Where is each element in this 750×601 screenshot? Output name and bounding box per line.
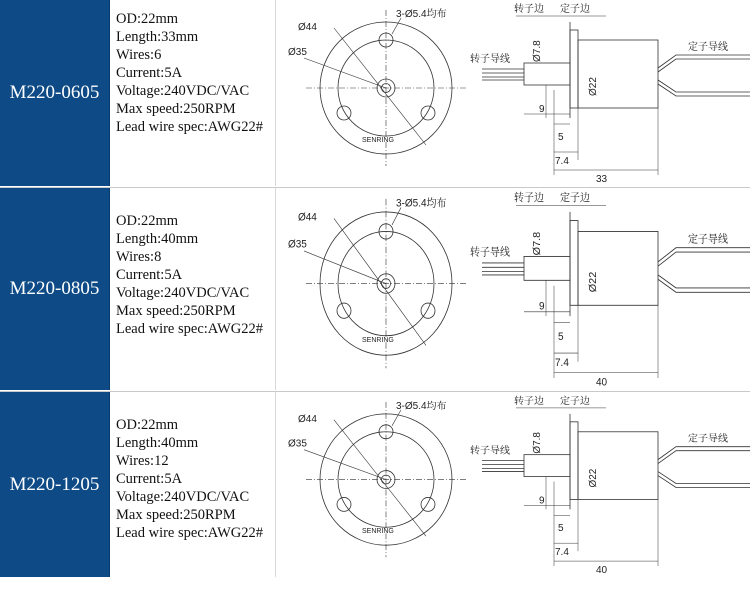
dim-d7-8: Ø7.8 [532,40,543,62]
spec-wires: Wires:8 [116,249,162,265]
rotor-shaft [524,455,570,477]
dim-d44: Ø44 [298,212,317,224]
brand-label: SENRING [362,334,394,345]
dim-length: 33 [596,174,608,185]
stator-wire-label: 定子导线 [688,233,728,246]
dim-5: 5 [558,132,564,143]
row-divider [0,391,750,392]
brand-label: SENRING [362,137,394,144]
dim-7-4: 7.4 [555,547,569,559]
dim-d22: Ø22 [588,77,599,96]
dim-d44: Ø44 [298,22,317,33]
spec-lead-wire: Lead wire spec:AWG22# [116,321,264,337]
stator-side-label: 定子边 [560,395,591,407]
technical-drawing [276,0,750,186]
product-row [0,0,750,186]
dim-d22: Ø22 [587,468,600,488]
dim-7-4: 7.4 [555,156,569,167]
model-number: M220-0805 [9,278,100,299]
dim-5: 5 [558,331,564,344]
dim-d44: Ø44 [298,413,317,425]
spec-max-speed: Max speed:250RPM [116,507,236,523]
mount-hole-left [337,303,351,318]
model-number: M220-1205 [9,473,100,495]
specs-cell [110,188,275,414]
spec-lead-wire: Lead wire spec:AWG22# [116,119,264,135]
stator-body [578,231,658,305]
spec-wires: Wires:12 [116,453,169,469]
spec-od: OD:22mm [116,11,179,27]
spec-od: OD:22mm [116,213,179,229]
stator-wire-label: 定子导线 [688,433,728,445]
spec-length: Length:40mm [116,435,199,451]
stator-side-label: 定子边 [560,192,590,205]
dim-length: 40 [596,565,608,577]
rotor-wire-label: 转子导线 [470,247,510,259]
stator-side-label: 定子边 [560,4,590,15]
stator-wire-label: 定子导线 [688,42,728,53]
dim-length: 40 [596,377,608,389]
spec-length: Length:33mm [116,29,199,45]
spec-lead-wire: Lead wire spec:AWG22# [116,525,264,541]
rotor-wire-label: 转子导线 [470,54,510,65]
dim-d22: Ø22 [588,271,599,293]
mount-hole-right [421,497,435,511]
dim-d7-8: Ø7.8 [532,231,543,256]
dim-9: 9 [539,301,545,313]
technical-drawing [276,188,750,390]
brand-label: SENRING [362,528,394,536]
flange-plate [570,422,578,500]
dim-holes: 3-Ø5.4均布 [396,400,447,412]
spec-voltage: Voltage:240VDC/VAC [116,285,250,301]
row-divider [0,187,750,188]
stator-body [578,432,658,500]
technical-drawing [276,392,750,577]
rotor-side-label: 转子边 [514,4,544,15]
spec-max-speed: Max speed:250RPM [116,101,236,117]
product-row [0,392,750,577]
dim-d35: Ø35 [288,47,307,58]
spec-voltage: Voltage:240VDC/VAC [116,489,250,505]
product-row [0,188,750,390]
spec-voltage: Voltage:240VDC/VAC [116,83,250,99]
model-cell [0,392,110,577]
mount-hole-right [421,106,435,120]
spec-od: OD:22mm [116,417,179,433]
spec-max-speed: Max speed:250RPM [116,303,236,319]
spec-current: Current:5A [116,471,183,487]
dim-9: 9 [539,104,545,115]
dim-7-4: 7.4 [555,357,569,370]
spec-length: Length:40mm [116,231,199,247]
model-number: M220-0605 [9,82,100,103]
rotor-side-label: 转子边 [514,395,545,407]
mount-hole-left [337,497,351,511]
dim-holes: 3-Ø5.4均布 [396,9,447,20]
mount-hole-right [421,303,435,318]
spec-current: Current:5A [116,65,183,81]
dim-9: 9 [539,495,545,507]
rotor-shaft [524,256,570,280]
model-cell [0,188,110,390]
specs-cell [110,392,275,601]
spec-current: Current:5A [116,267,183,283]
dim-d7-8: Ø7.8 [531,432,544,454]
dim-d35: Ø35 [288,239,307,251]
dim-5: 5 [558,523,564,535]
dim-d35: Ø35 [288,438,307,450]
model-cell [0,0,110,186]
rotor-wire-label: 转子导线 [470,445,510,457]
flange-plate [570,221,578,306]
mount-hole-left [337,106,351,120]
rotor-side-label: 转子边 [514,192,544,205]
stator-body [578,40,658,108]
rotor-shaft [524,63,570,85]
specs-cell [110,0,275,196]
spec-wires: Wires:6 [116,47,162,63]
dim-holes: 3-Ø5.4均布 [396,198,447,210]
flange-plate [570,30,578,108]
